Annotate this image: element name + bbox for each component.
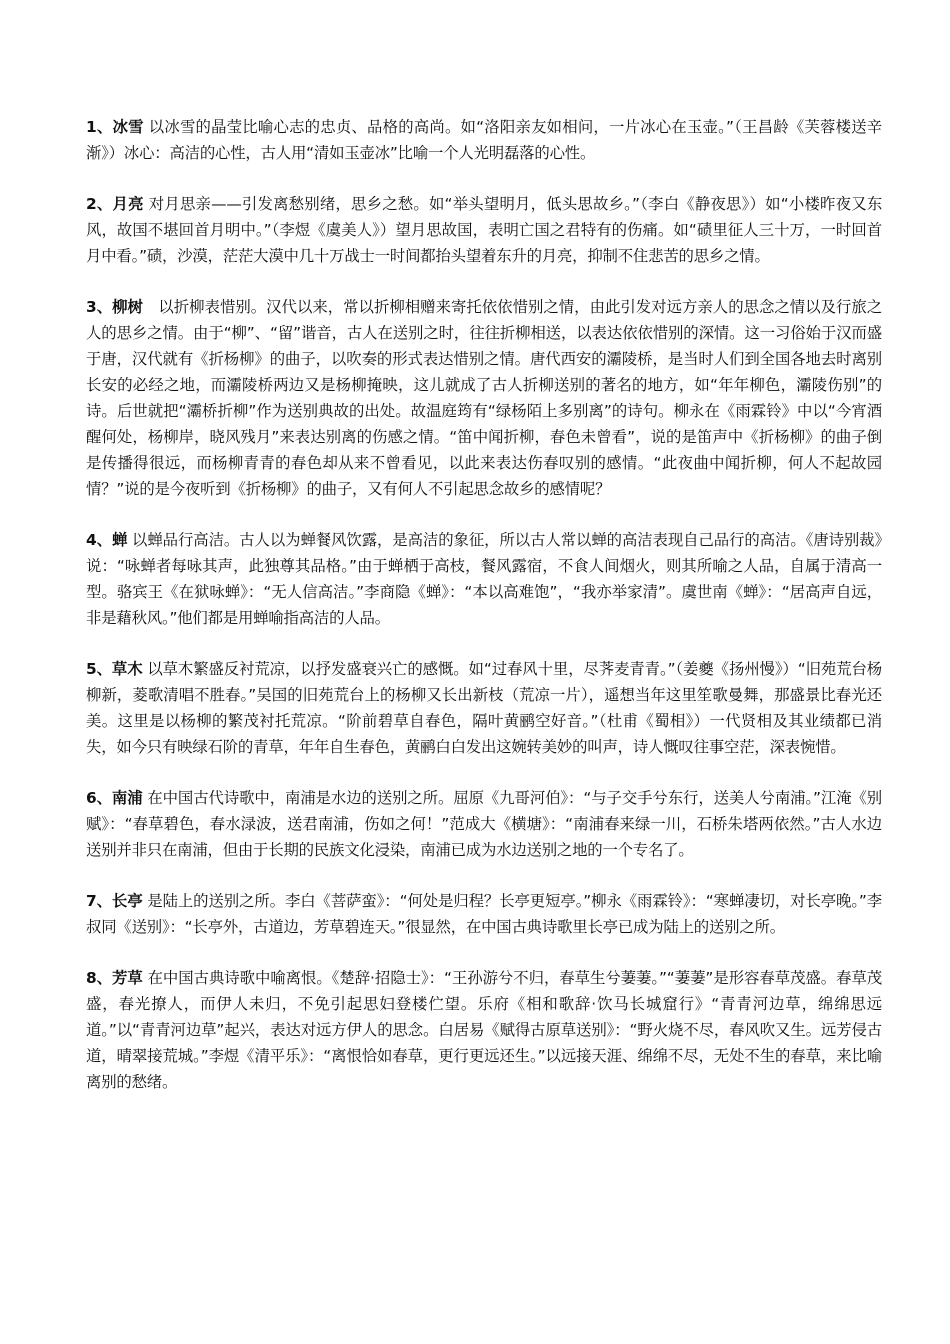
entry-number: 3、 (86, 298, 113, 316)
entry-text: 以冰雪的晶莹比喻心志的忠贞、品格的高尚。如“洛阳亲友如相问，一片冰心在玉壶。”（王昌龄《芙蓉楼送辛渐》）冰心：高洁的心性，古人用“清如玉壶冰”比喻一个人光明磊落的心性。 (86, 118, 882, 162)
entry-6 (86, 785, 882, 863)
entry-5 (86, 656, 882, 760)
entry-term: 柳树 (112, 298, 143, 316)
entry-text: 以蝉品行高洁。古人以为蝉餐风饮露，是高洁的象征，所以古人常以蝉的高洁表现自己品行的高洁。《唐诗别裁》说：“咏蝉者每咏其声，此独尊其品格。”由于蝉栖于高枝，餐风露宿，不食人间烟火，则其所喻之人品，自属于清高一型。骆宾王《在狱咏蝉》：“无人信高洁。”李商隐《蝉》：“本以高难饱”，“我亦举家清”。虞世南《蝉》：“居高声自远，非是藉秋风。”他们都是用蝉喻指高洁的人品。 (86, 531, 882, 627)
entry-term: 蝉 (111, 531, 128, 549)
entry-4 (86, 527, 882, 631)
entry-number: 7、 (86, 892, 112, 910)
entry-term: 南浦 (111, 789, 143, 807)
entry-text: 在中国古代诗歌中，南浦是水边的送别之所。屈原《九哥河伯》：“与子交手兮东行，送美人兮南浦。”江淹《别赋》：“春草碧色，春水渌波，送君南浦，伤如之何！”范成大《横塘》：“南浦春来绿一川，石桥朱塔两依然。”古人水边送别并非只在南浦，但由于长期的民族文化浸染，南浦已成为水边送别之地的一个专名了。 (86, 789, 882, 859)
entry-2 (86, 191, 882, 269)
entry-7 (86, 888, 882, 940)
entry-1 (86, 114, 882, 166)
entry-number: 2、 (86, 195, 113, 213)
entry-number: 8、 (86, 969, 113, 987)
entry-text: 对月思亲——引发离愁别绪，思乡之愁。如“举头望明月，低头思故乡。”（李白《静夜思》）如“小楼昨夜又东风，故国不堪回首月明中。”（李煜《虞美人》）望月思故国，表明亡国之君特有的伤痛。如“碛里征人三十万，一时回首月中看。”碛，沙漠，茫茫大漠中几十万战士一时间都抬头望着东升的月亮，抑制不住悲苦的思乡之情。 (86, 195, 883, 265)
entry-3 (86, 294, 882, 502)
entry-term: 芳草 (112, 969, 143, 987)
entry-term: 长亭 (111, 892, 143, 910)
entry-number: 6、 (86, 789, 112, 807)
entry-term: 冰雪 (112, 118, 144, 136)
entry-text: 以折柳表惜别。汉代以来，常以折柳相赠来寄托依依惜别之情，由此引发对远方亲人的思念之情以及行旅之人的思乡之情。由于“柳”、“留”谐音，古人在送别之时，往往折柳相送，以表达依依惜别的深情。这一习俗始于汉而盛于唐，汉代就有《折杨柳》的曲子，以吹奏的形式表达惜别之情。唐代西安的灞陵桥，是当时人们到全国各地去时离别长安的必经之地，而灞陵桥两边又是杨柳掩映，这儿就成了古人折柳送别的著名的地方，如“年年柳色，灞陵伤别”的诗。后世就把“灞桥折柳”作为送别典故的出处。故温庭筠有“绿杨陌上多别离”的诗句。柳永在《雨霖铃》中以“今宵酒醒何处，杨柳岸，晓风残月”来表达别离的伤感之情。“笛中闻折柳，春色未曾看”，说的是笛声中《折杨柳》的曲子倒是传播得很远，而杨柳青青的春色却从来不曾看见，以此来表达伤春叹别的感情。“此夜曲中闻折柳，何人不起故园情？”说的是今夜听到《折杨柳》的曲子，又有何人不引起思念故乡的感情呢？ (86, 298, 882, 498)
entry-number: 1、 (86, 118, 113, 136)
entry-number: 5、 (86, 660, 112, 678)
entry-8 (86, 965, 882, 1095)
entry-text: 是陆上的送别之所。李白《菩萨蛮》：“何处是归程？长亭更短亭。”柳永《雨霖铃》：“寒蝉凄切，对长亭晚。”李叔同《送别》：“长亭外，古道边，芳草碧连天。”很显然，在中国古典诗歌里长亭已成为陆上的送别之所。 (86, 892, 882, 936)
entry-text: 在中国古典诗歌中喻离恨。《楚辞·招隐士》：“王孙游兮不归，春草生兮萋萋。”“萋萋”是形容春草茂盛。春草茂盛，春光撩人，而伊人未归，不免引起思妇登楼伫望。乐府《相和歌辞·饮马长城窟行》“青青河边草，绵绵思远道。”以“青青河边草”起兴，表达对远方伊人的思念。白居易《赋得古原草送别》：“野火烧不尽，春风吹又生。远芳侵古道，晴翠接荒城。”李煜《清平乐》：“离恨恰如春草，更行更远还生。”以远接天涯、绵绵不尽，无处不生的春草，来比喻离别的愁绪。 (86, 969, 882, 1091)
document-page (86, 114, 882, 1120)
entry-number: 4、 (86, 531, 112, 549)
entry-text: 以草木繁盛反衬荒凉，以抒发盛衰兴亡的感慨。如“过春风十里，尽荠麦青青。”（姜夔《扬州慢》）“旧苑荒台杨柳新，菱歌清唱不胜春。”吴国的旧苑荒台上的杨柳又长出新枝（荒凉一片），遥想当年这里笙歌曼舞，那盛景比春光还美。这里是以杨柳的繁茂衬托荒凉。“阶前碧草自春色，隔叶黄鹂空好音。”（杜甫《蜀相》）一代贤相及其业绩都已消失，如今只有映绿石阶的青草，年年自生春色，黄鹂白白发出这婉转美妙的叫声，诗人慨叹往事空茫，深表惋惜。 (86, 660, 882, 756)
entry-term: 月亮 (112, 195, 144, 213)
entry-term: 草木 (111, 660, 143, 678)
